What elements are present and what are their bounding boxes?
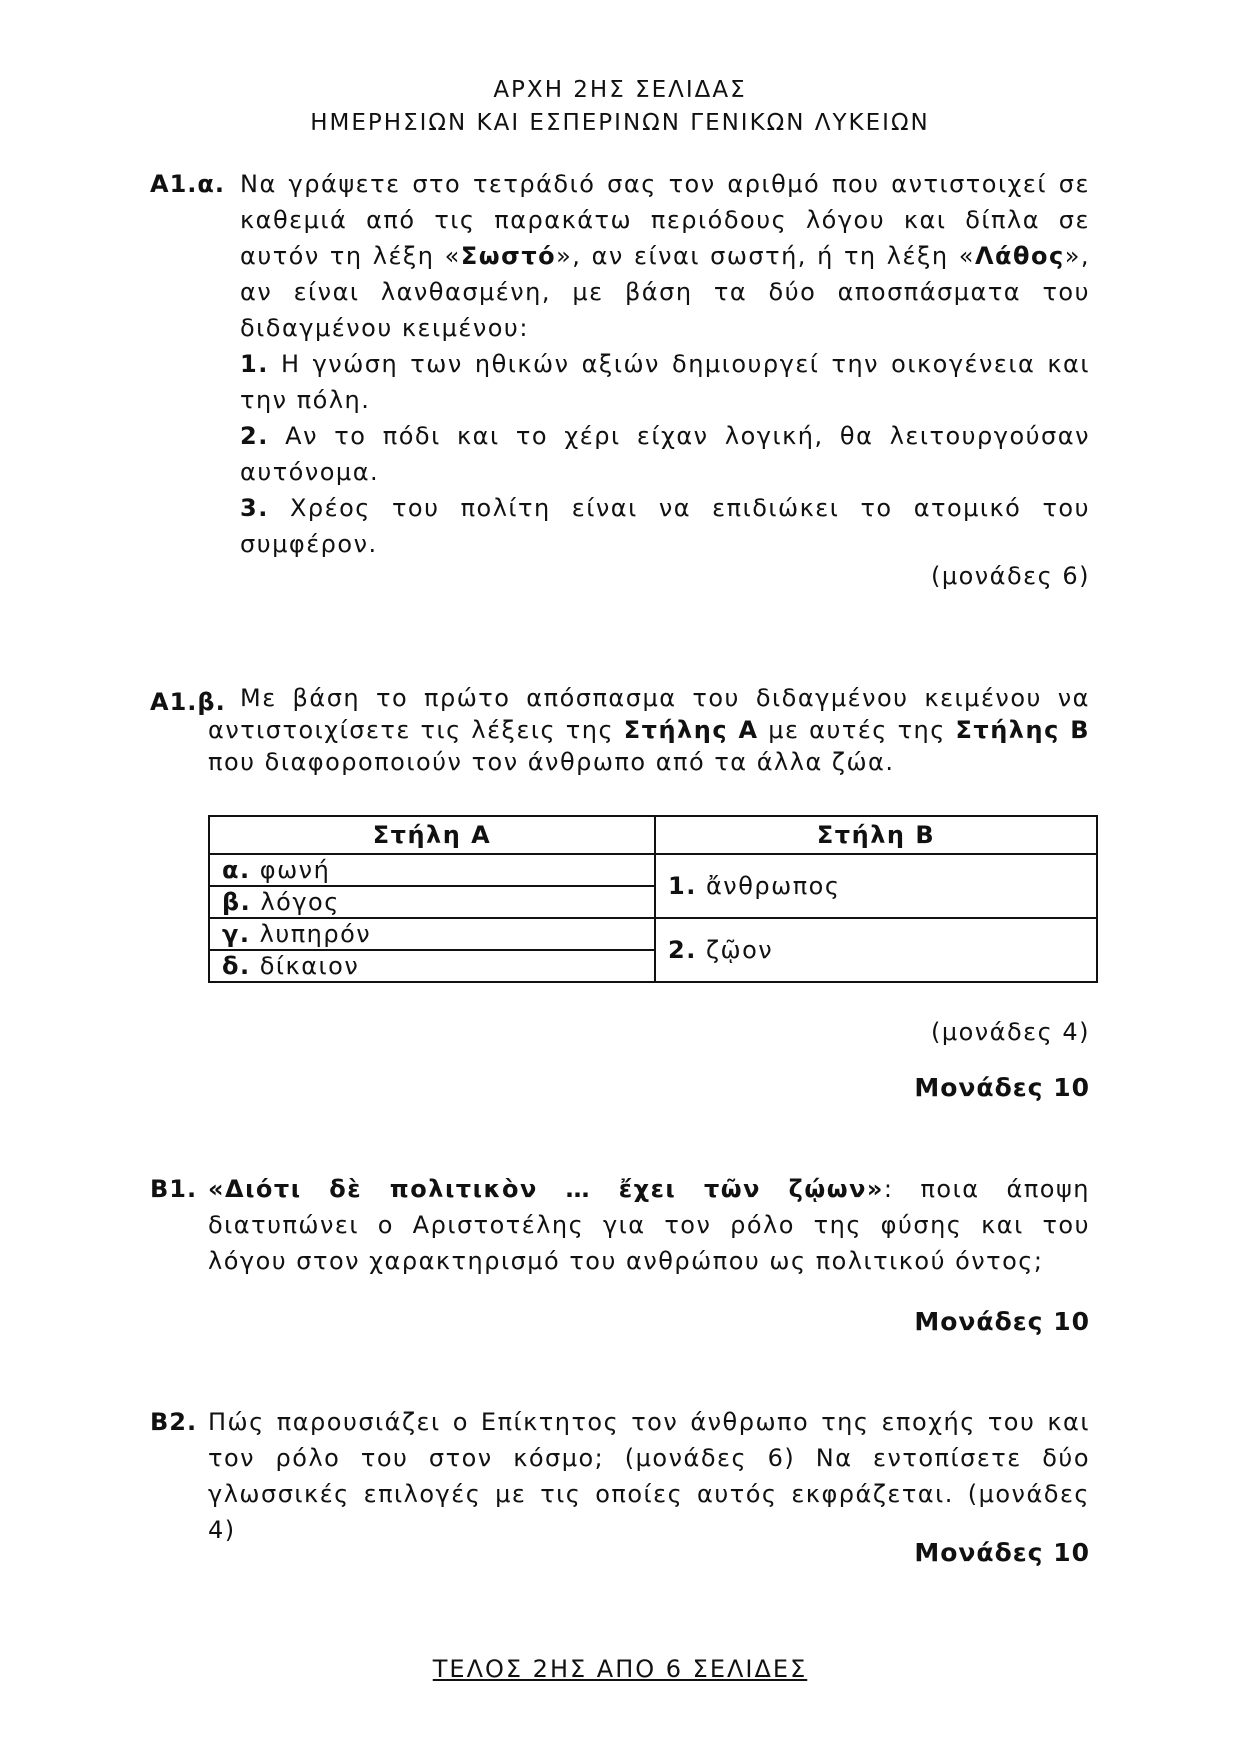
question-a1a-intro: Να γράψετε στο τετράδιό σας τον αριθμό που αντιστοιχεί σε καθεμιά από τις παρακάτω περιόδους λόγου και δίπλα σε αυτόν τη λέξη «Σωστό», αν είναι σωστή, ή τη λέξη «Λάθος», αν είναι λανθασμένη, με βάση τα δύο αποσπάσματα του διδαγμένου κειμένου: [240, 170, 1091, 342]
aristotle-quote: «Διότι δὲ πολιτικὸν … ἔχει τῶν ζῴων» [208, 1175, 884, 1203]
question-b1-label: Β1. [150, 1175, 198, 1203]
page-header-line1: ΑΡΧΗ 2ΗΣ ΣΕΛΙΔΑΣ [493, 77, 747, 103]
column-a-cell: α. φωνή [209, 854, 655, 886]
statement-item: 3. Χρέος του πολίτη είναι να επιδιώκει το ατομικό του συμφέρον. [240, 494, 1090, 558]
question-a1a-units: (μονάδες 6) [930, 562, 1090, 590]
matching-table [208, 815, 1098, 983]
page-header-line2: ΗΜΕΡΗΣΙΩΝ ΚΑΙ ΕΣΠΕΡΙΝΩΝ ΓΕΝΙΚΩΝ ΛΥΚΕΙΩΝ [310, 110, 930, 136]
question-a1a-body [240, 166, 1090, 562]
question-b2-body: Πώς παρουσιάζει ο Επίκτητος τον άνθρωπο της εποχής του και τον ρόλο του στον κόσμο; (μονάδες 6) Να εντοπίσετε δύο γλωσσικές επιλογές με τις οποίες αυτός εκφράζεται. (μονάδες 4) [208, 1408, 1090, 1544]
word-correct: Σωστό [460, 242, 557, 270]
question-b2-label: Β2. [150, 1408, 198, 1436]
question-a1-total: Μονάδες 10 [914, 1073, 1090, 1102]
question-a1a-label: Α1.α. [150, 170, 225, 198]
question-a1b-label: Α1.β. [150, 688, 226, 716]
question-a1b-body: Με βάση το πρώτο απόσπασμα του διδαγμένου κειμένου να αντιστοιχίσετε τις λέξεις της Στήλης Α με αυτές της Στήλης Β που διαφοροποιούν τον άνθρωπο από τα άλλα ζώα. [208, 684, 1091, 776]
column-b-cell: 1. ἄνθρωπος [655, 854, 1097, 918]
column-a-cell: γ. λυπηρόν [209, 918, 655, 950]
statement-item: 2. Αν το πόδι και το χέρι είχαν λογική, θα λειτουργούσαν αυτόνομα. [240, 422, 1090, 486]
question-a1b-units: (μονάδες 4) [930, 1018, 1090, 1046]
statement-item: 1. Η γνώση των ηθικών αξιών δημιουργεί την οικογένεια και την πόλη. [240, 350, 1090, 414]
question-b1-body: «Διότι δὲ πολιτικὸν … ἔχει τῶν ζῴων»: ποια άποψη διατυπώνει ο Αριστοτέλης για τον ρόλο της φύσης και του λόγου στον χαρακτηρισμό του ανθρώπου ως πολιτικού όντος; [208, 1175, 1090, 1275]
column-a-cell: δ. δίκαιον [209, 950, 655, 982]
question-b2-total: Μονάδες 10 [914, 1538, 1090, 1567]
column-b-header: Στήλη Β [655, 816, 1097, 854]
column-a-cell: β. λόγος [209, 886, 655, 918]
question-b1-total: Μονάδες 10 [914, 1307, 1090, 1336]
word-wrong: Λάθος [974, 242, 1065, 270]
column-b-cell: 2. ζῷον [655, 918, 1097, 982]
column-a-header: Στήλη Α [209, 816, 655, 854]
page-footer: ΤΕΛΟΣ 2ΗΣ ΑΠΟ 6 ΣΕΛΙΔΕΣ [432, 1655, 808, 1683]
